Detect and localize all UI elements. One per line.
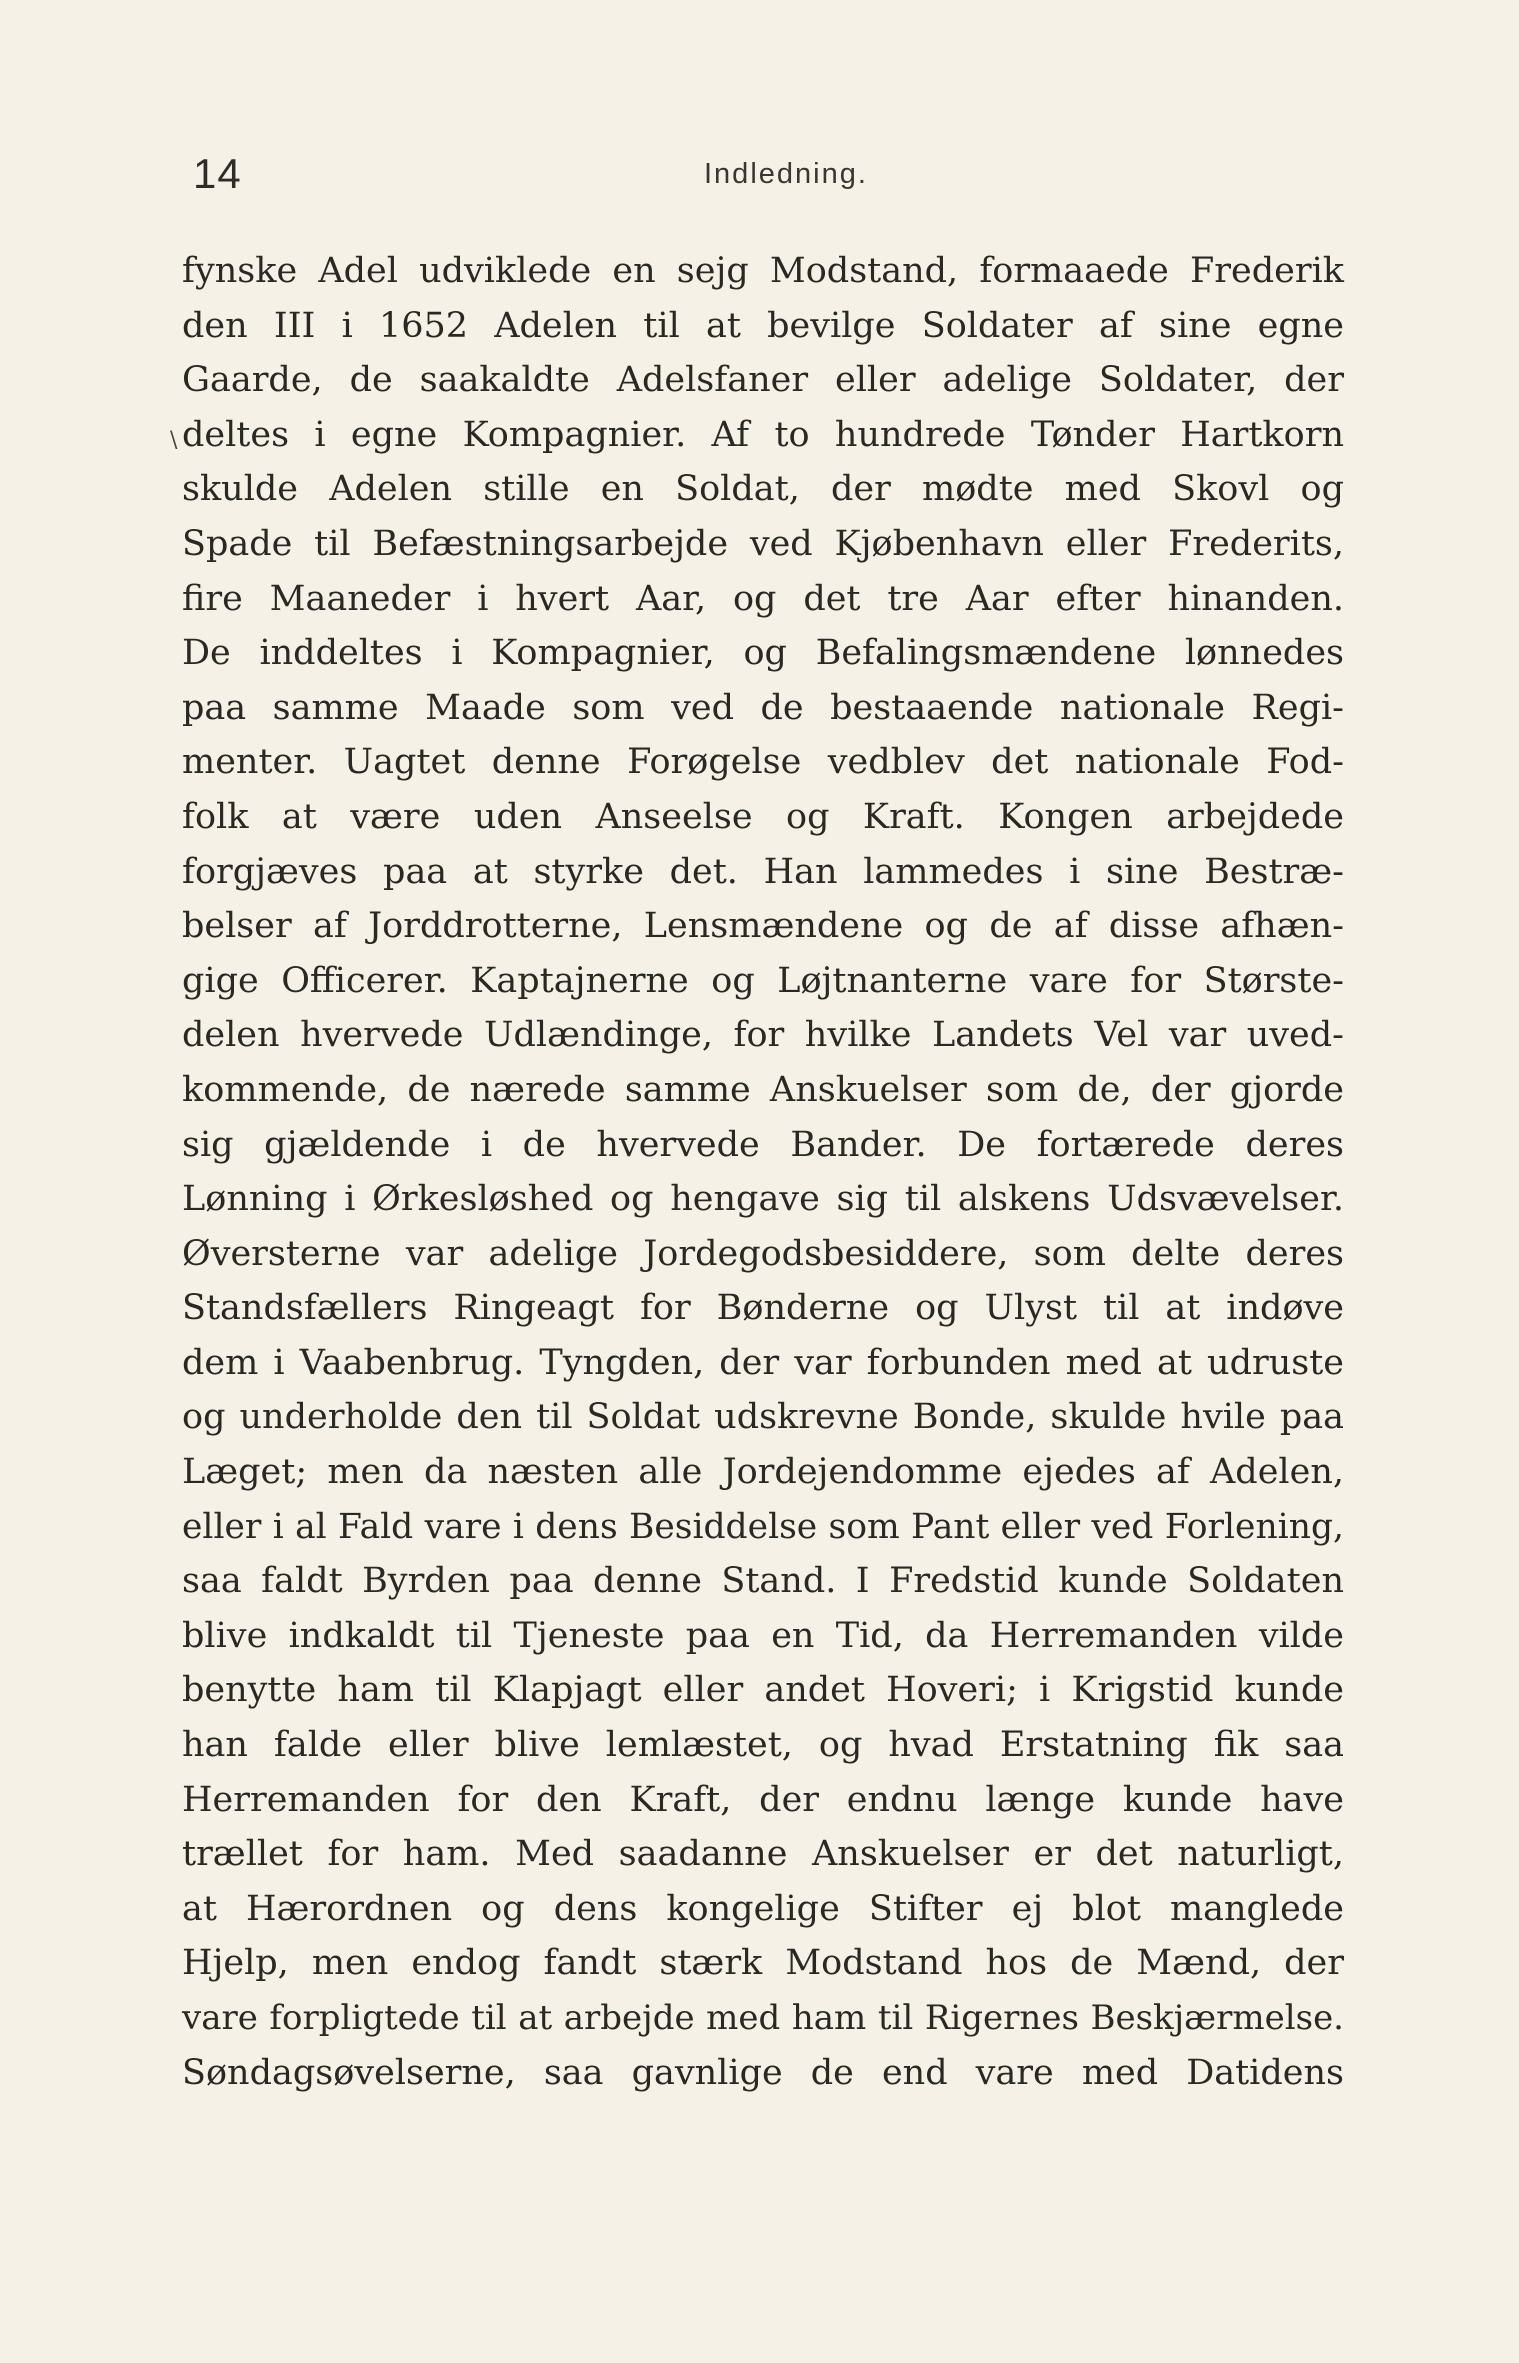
text-line: gige Officerer. Kaptajnerne og Løjtnanterne vare for Største-: [182, 960, 1344, 1001]
text-line: Lønning i Ørkesløshed og hengave sig til alskens Udsvævelser.: [182, 1179, 1344, 1220]
body-text: [182, 244, 1344, 2100]
text-line: Spade til Befæstningsarbejde ved Kjøbenhavn eller Frederits,: [182, 523, 1344, 564]
text-line: Gaarde, de saakaldte Adelsfaner eller adelige Soldater, der: [182, 360, 1344, 401]
text-line: Læget; men da næsten alle Jordejendomme ejedes af Adelen,: [182, 1452, 1344, 1493]
text-line: han falde eller blive lemlæstet, og hvad Erstatning fik saa: [182, 1725, 1344, 1766]
text-line: dem i Vaabenbrug. Tyngden, der var forbunden med at udruste: [182, 1342, 1344, 1383]
text-line: deltes i egne Kompagnier. Af to hundrede Tønder Hartkorn: [182, 414, 1344, 455]
text-line: Standsfællers Ringeagt for Bønderne og Ulyst til at indøve: [182, 1288, 1344, 1329]
text-line: den III i 1652 Adelen til at bevilge Soldater af sine egne: [182, 305, 1344, 346]
text-line: benytte ham til Klapjagt eller andet Hoveri; i Krigstid kunde: [182, 1670, 1344, 1711]
margin-mark: \: [170, 428, 178, 453]
text-line: skulde Adelen stille en Soldat, der mødte med Skovl og: [182, 469, 1344, 510]
text-line: delen hvervede Udlændinge, for hvilke Landets Vel var uved-: [182, 1015, 1344, 1056]
page-number: 14: [193, 150, 242, 197]
text-line: Herremanden for den Kraft, der endnu længe kunde have: [182, 1779, 1344, 1820]
text-line: paa samme Maade som ved de bestaaende nationale Regi-: [182, 687, 1344, 728]
text-line: blive indkaldt til Tjeneste paa en Tid, da Herremanden vilde: [182, 1615, 1344, 1656]
text-line: menter. Uagtet denne Forøgelse vedblev det nationale Fod-: [182, 742, 1344, 783]
text-line: sig gjældende i de hvervede Bander. De fortærede deres: [182, 1124, 1344, 1165]
text-line: vare forpligtede til at arbejde med ham til Rigernes Beskjærmelse.: [182, 1998, 1344, 2038]
text-line: De inddeltes i Kompagnier, og Befalingsmændene lønnedes: [182, 633, 1344, 674]
text-line: folk at være uden Anseelse og Kraft. Kongen arbejdede: [182, 796, 1344, 837]
text-line: at Hærordnen og dens kongelige Stifter ej blot manglede: [182, 1888, 1344, 1929]
text-line: saa faldt Byrden paa denne Stand. I Fredstid kunde Soldaten: [182, 1561, 1344, 1602]
text-line: fire Maaneder i hvert Aar, og det tre Aar efter hinanden.: [182, 578, 1344, 619]
text-line: og underholde den til Soldat udskrevne Bonde, skulde hvile paa: [182, 1397, 1344, 1438]
text-line: forgjæves paa at styrke det. Han lammedes i sine Bestræ-: [182, 851, 1344, 892]
text-line: Søndagsøvelserne, saa gavnlige de end vare med Datidens: [182, 2052, 1344, 2093]
text-line: Hjelp, men endog fandt stærk Modstand hos de Mænd, der: [182, 1943, 1344, 1984]
text-line: kommende, de nærede samme Anskuelser som de, der gjorde: [182, 1069, 1344, 1110]
text-line: eller i al Fald vare i dens Besiddelse som Pant eller ved Forlening,: [182, 1506, 1344, 1547]
text-line: trællet for ham. Med saadanne Anskuelser er det naturligt,: [182, 1834, 1344, 1875]
text-line: belser af Jorddrotterne, Lensmændene og de af disse afhæn-: [182, 906, 1344, 947]
text-line: fynske Adel udviklede en sejg Modstand, formaaede Frederik: [182, 251, 1344, 291]
text-line: Øversterne var adelige Jordegodsbesiddere, som delte deres: [182, 1233, 1344, 1274]
running-head: Indledning.: [704, 158, 868, 190]
